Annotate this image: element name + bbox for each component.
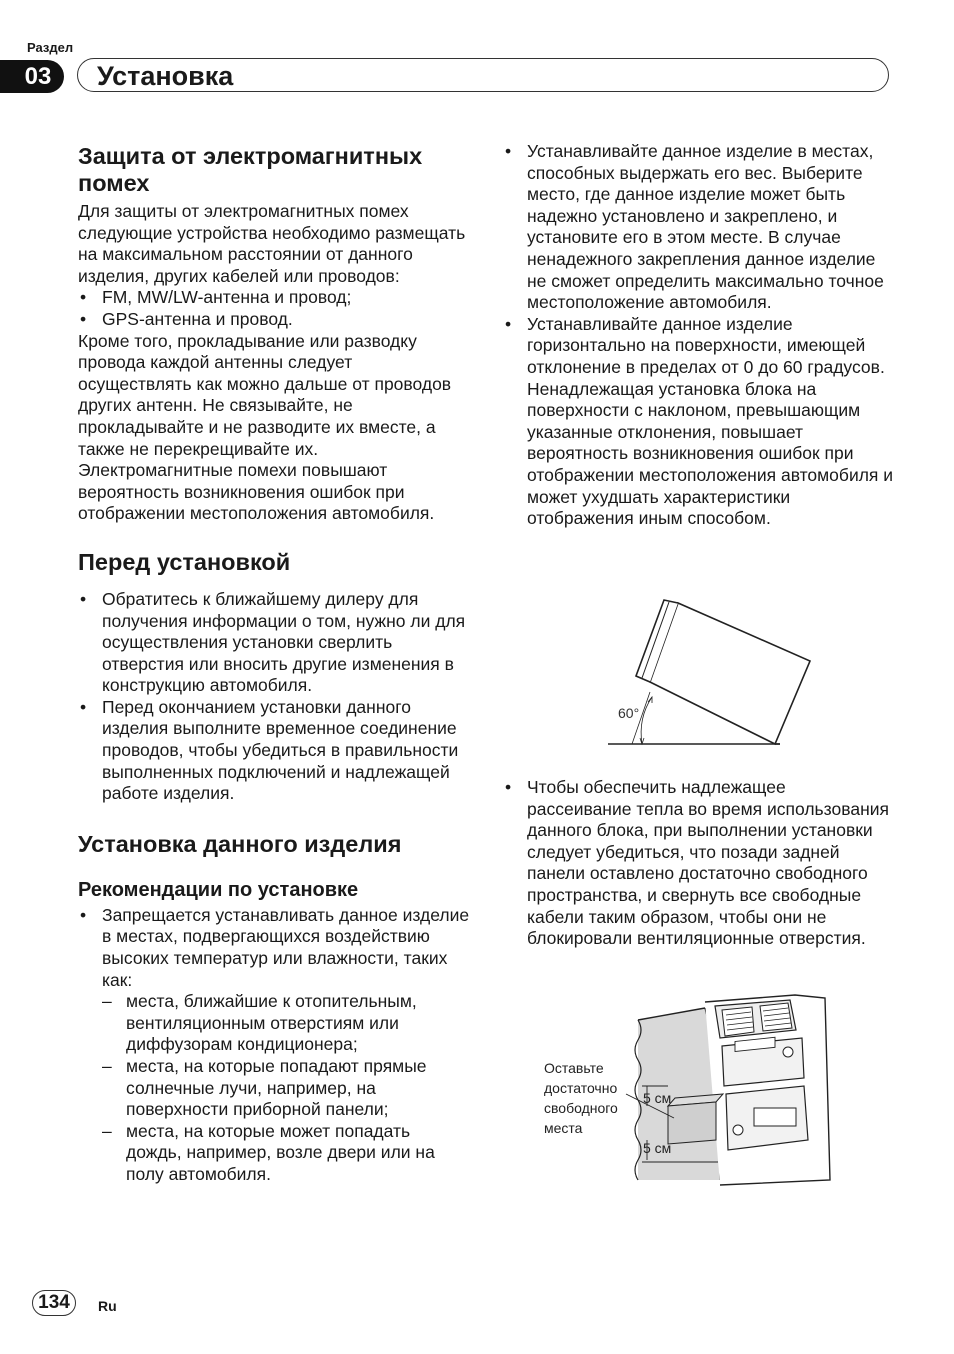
list-item — [78, 287, 470, 309]
list-item — [78, 697, 470, 805]
list-item — [78, 905, 470, 1186]
arrow-head-icon — [640, 738, 644, 744]
dash-item-text: места, на которые может попадать дождь, например, возле двери или на полу автомобиля. — [126, 1120, 435, 1184]
heading-emi-protection: Защита от электромагнитных помех — [78, 143, 423, 196]
dash-icon: – — [102, 1056, 112, 1076]
placement-list — [503, 141, 895, 530]
list-item-text: Запрещается устанавливать данное изделие в местах, подвергающихся воздействию высоких температур или влажности, таких как: — [102, 904, 470, 990]
list-item — [503, 314, 895, 530]
dash-item-text: места, на которые попадают прямые солнечные лучи, например, на поверхности приборной панели; — [126, 1056, 427, 1120]
dash-item — [102, 1121, 470, 1186]
tilt-angle-figure — [600, 598, 820, 752]
emi-bullet-list — [78, 287, 470, 330]
bullet-icon: • — [505, 777, 512, 797]
list-item-text: Устанавливайте данное изделие горизонтально на поверхности, имеющей отклонение в пределах от 0 до 60 градусов. Ненадлежащая установка блока на поверхности с наклоном, превышающим указанные отклонения, повышает вероятность возникновения ошибок при отображении местоположения автомобиля и может ухудшать характеристики отображения иным способом. — [527, 313, 894, 529]
before-install-list — [78, 589, 470, 805]
gap-bottom-label: 5 см — [643, 1140, 672, 1156]
heading-before-install: Перед установкой — [78, 548, 291, 575]
bullet-icon: • — [80, 287, 87, 308]
list-item-text: Перед окончанием установки данного изделия выполните временное соединение проводов, чтобы убедиться в правильности выполненных подключений и надлежащей работе изделия. — [102, 696, 459, 804]
heat-dissipation-block — [503, 777, 895, 950]
list-item-text: FM, MW/LW-антенна и провод; — [102, 287, 352, 308]
subheading-install-recommendations: Рекомендации по установке — [78, 878, 359, 901]
section-number-badge: 03 — [0, 60, 64, 93]
list-item-text: Обратитесь к ближайшему дилеру для получения информации о том, нужно ли для осуществления установки сверлить отверстия или вносить другие изменения в конструкцию автомобиля. — [102, 588, 466, 696]
heat-dissipation-list — [503, 777, 895, 950]
list-item-text: GPS-антенна и провод. — [102, 308, 293, 329]
angle-arc — [641, 697, 652, 744]
page-number: 134 — [32, 1290, 76, 1316]
caption-line: достаточно — [544, 1080, 618, 1096]
bullet-icon: • — [80, 696, 87, 717]
list-item — [78, 589, 470, 697]
language-code: Ru — [98, 1298, 117, 1314]
list-item-text: Устанавливайте данное изделие в местах, способных выдержать его вес. Выберите место, где данное изделие может быть надежно установлено и закреплено, и установите его в этом месте. В случае ненадежного закрепления данное изделие не сможет определить максимально точное местоположение автомобиля. — [527, 141, 884, 313]
unit-box-illustration — [668, 1094, 723, 1144]
heading-installing-product: Установка данного изделия — [78, 830, 402, 857]
dash-icon: – — [102, 991, 112, 1012]
bullet-icon: • — [80, 308, 87, 329]
bullet-icon: • — [80, 588, 87, 609]
angle-label: 60° — [618, 705, 640, 721]
dash-list — [102, 991, 470, 1185]
emi-intro-paragraph: Для защиты от электромагнитных помех следующие устройства необходимо размещать на максимальном расстоянии от данного изделия, других кабелей или проводов: — [78, 201, 466, 286]
bullet-icon: • — [80, 904, 87, 925]
bullet-icon: • — [505, 141, 512, 161]
list-item — [78, 309, 470, 331]
caption-line: Оставьте — [544, 1060, 604, 1076]
bullet-icon: • — [505, 313, 512, 334]
right-column — [503, 141, 895, 530]
install-recommendations-list — [78, 905, 470, 1186]
caption-line: места — [544, 1120, 583, 1136]
emi-outro-paragraph: Кроме того, прокладывание или разводку провода каждой антенны следует осуществлять как можно дальше от проводов других антенн. Не связывайте, не прокладывайте и не разводите их вместе, а также не перекрещивайте их. Электромагнитные помехи повышают вероятность возникновения ошибок при отображении местоположения автомобиля. — [78, 330, 452, 524]
list-item — [503, 141, 895, 314]
clearance-figure — [540, 990, 840, 1195]
gap-top-label: 5 см — [643, 1090, 672, 1106]
dash-icon: – — [102, 1120, 112, 1141]
list-item-text: Чтобы обеспечить надлежащее рассеивание тепла во время использования данного блока, при выполнении установки следует убедиться, что позади задней панели оставлено достаточно свободного пространства, и свернуть все свободные кабели таким образом, чтобы они не блокировали вентиляционные отверстия. — [527, 777, 889, 949]
caption-line: свободного — [544, 1100, 618, 1116]
left-column — [78, 143, 470, 1186]
list-item — [503, 777, 895, 950]
dash-item-text: места, ближайшие к отопительным, вентиляционным отверстиям или диффузорам кондиционера; — [126, 991, 417, 1055]
page-title: Установка — [97, 61, 234, 91]
dash-item — [102, 1056, 470, 1121]
section-label: Раздел — [27, 40, 74, 55]
unit-box-illustration — [636, 600, 810, 744]
dash-item — [102, 991, 470, 1056]
